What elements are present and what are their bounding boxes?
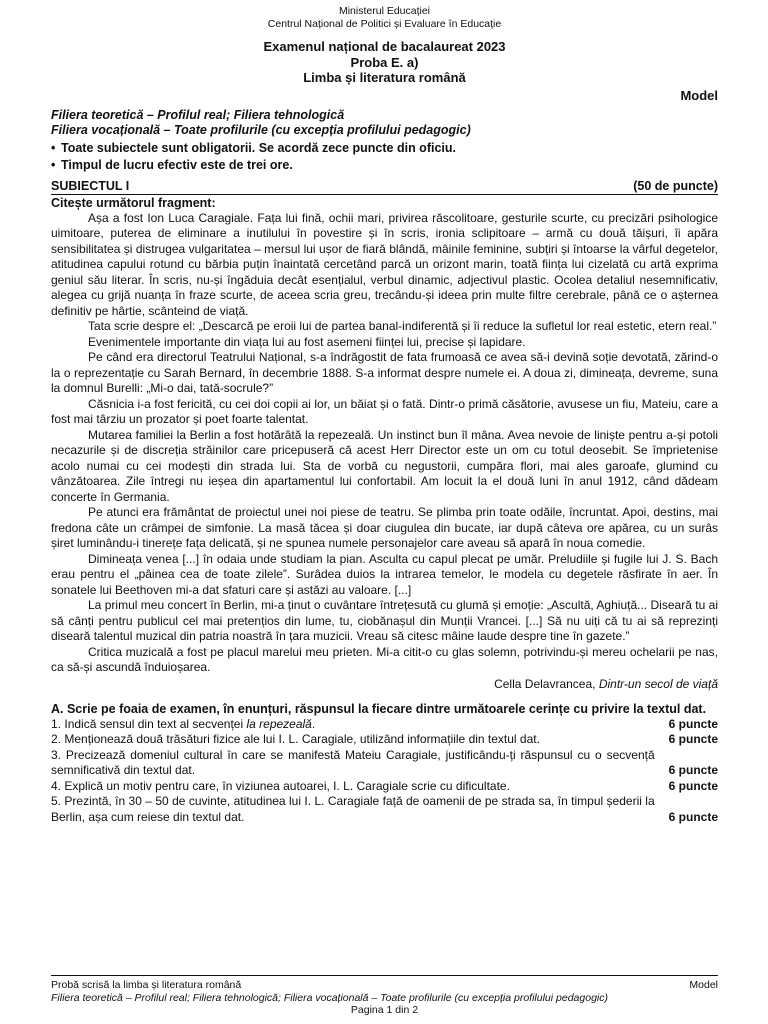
filiera-line-2: Filiera vocațională – Toate profilurile (cu excepția profilului pedagogic) xyxy=(51,122,471,137)
requirement-text: Menționează două trăsături fizice ale lui I. L. Caragiale, utilizând informațiile din textul dat. xyxy=(64,732,540,746)
footer-exam-name: Probă scrisă la limba și literatura română xyxy=(51,979,242,991)
ministry-name: Ministerul Educației xyxy=(338,5,431,17)
requirement-number: 5. xyxy=(51,794,62,808)
attribution-work: Dintr-un secol de viață xyxy=(598,676,718,691)
requirement-text-end: . xyxy=(311,716,316,731)
rule-item: • Timpul de lucru efectiv este de trei ore. xyxy=(51,157,718,174)
exam-subject: Limba și literatura română xyxy=(303,70,466,85)
fragment-paragraph: Tata scrie despre el: „Descarcă pe eroii lui de partea banal-indiferentă și îi reduce la sufletul lor real estetic, etern real.” xyxy=(88,319,717,333)
subiect-points: (50 de puncte) xyxy=(633,178,718,193)
fragment-paragraph: Mutarea familiei la Berlin a fost hotărâtă la repezeală. Un instinct bun îl mâna. Avea nevoie de liniște pentru a-și potoli necazurile și de discreția străinilor care pricepuseră că acest Herr Director este un om cu totul deosebit. Se împrietenise acolo numai cu cei modești din strada lui. Sta de vorbă cu negustorii, cumpăra flori, mai ales garoafe, glumind cu vânzătoarea. Zile întregi nu ieșea din apartamentul lui confortabil. Am locuit la el două luni în anul 1912, când dădeam concerte în Germania. xyxy=(51,427,718,504)
requirement-number: 4. xyxy=(51,778,62,793)
fragment-text xyxy=(51,211,718,676)
exam-title-block xyxy=(51,39,718,86)
requirement-points: 6 puncte xyxy=(668,716,718,731)
fragment-paragraph: Căsnicia i-a fost fericită, cu cei doi copii ai lor, un băiat și o fată. Dintr-o primă căsătorie, avusese un fiu, Mateiu, care a fost mai târziu un prozator și poet foarte talentat. xyxy=(51,396,718,426)
requirement-number: 2. xyxy=(51,732,62,746)
exam-proba: Proba E. a) xyxy=(350,54,419,70)
footer-filiera: Filiera teoretică – Profilul real; Filiera tehnologică; Filiera vocațională – Toate profilurile (cu excepția profilului pedagogic) xyxy=(51,991,608,1004)
fragment-paragraph: Dimineața venea [...] în odaia unde studiam la pian. Asculta cu capul plecat pe umăr. Preludiile și fugile lui J. S. Bach erau pentru el „pâinea cea de toate zilele”. Surâdea duios la intrarea temelor, le modela cu degetele răsfirate în aer. În sonatele lui Beethoven mi-a dat sfaturi care și astăzi au valoare. [...] xyxy=(51,551,718,597)
reading-instruction: Citește următorul fragment: xyxy=(51,195,216,210)
requirement-number: 3. xyxy=(51,747,62,762)
source-attribution xyxy=(51,677,718,692)
requirement-item xyxy=(51,717,718,733)
fragment-paragraph: Pe atunci era frământat de proiectul unei noi piese de teatru. Se plimba prin toate odăile, încruntat. Apoi, destins, mai fredona câte un crâmpei de simfonie. La masă tăcea și doar ciugulea din bucate, iar după câteva ore apărea, cu un surâs șiret luminându-i tinerețe fața delicată, și ne spunea numele personajelor care aveau să apară în noua comedie. xyxy=(51,505,718,550)
requirement-points: 6 puncte xyxy=(668,809,718,824)
requirement-points: 6 puncte xyxy=(668,763,718,777)
requirement-number: 1. xyxy=(51,716,62,731)
requirement-item xyxy=(51,732,718,748)
requirement-points: 6 puncte xyxy=(668,778,718,793)
attribution-author: Cella Delavrancea, xyxy=(494,676,599,691)
center-name: Centrul Național de Politici și Evaluare în Educație xyxy=(267,17,502,30)
rule-item: • Toate subiectele sunt obligatorii. Se acordă zece puncte din oficiu. xyxy=(51,140,718,157)
requirement-text: Indică sensul din text al secvenței xyxy=(64,716,247,731)
requirement-text: Precizează domeniul cultural în care se manifestă Mateiu Caragiale, justificându-ți răspunsul cu o secvență semnificativă din textul dat. xyxy=(51,747,655,777)
exam-title: Examenul național de bacalaureat 2023 xyxy=(263,39,506,54)
requirement-quote: la repezeală xyxy=(246,716,312,731)
subiect-label: SUBIECTUL I xyxy=(51,178,130,193)
fragment-paragraph: Evenimentele importante din viața lui au fost asemeni ființei lui, precise și lapidare. xyxy=(88,334,526,349)
requirement-points: 6 puncte xyxy=(668,732,718,746)
filiera-block xyxy=(51,108,718,138)
rules-list xyxy=(51,140,718,174)
filiera-line-1: Filiera teoretică – Profilul real; Filiera tehnologică xyxy=(51,107,345,122)
fragment-paragraph: Pe când era directorul Teatrului Național, s-a îndrăgostit de fata frumoasă ce avea să-i devină soție devotată, zărind-o la o reprezentație cu Sarah Bernard, în decembrie 1888. S-a informat despre numele ei. A doua zi, dimineața, devreme, suna la domnul Burelli: „Mi-o dai, tată-socrule?” xyxy=(51,350,718,395)
footer-model-label: Model xyxy=(689,979,718,991)
requirement-text: Prezintă, în 30 – 50 de cuvinte, atitudinea lui I. L. Caragiale față de oamenii de pe strada sa, în timpul șederii la Berlin, așa cum reiese din textul dat. xyxy=(51,794,655,824)
fragment-paragraph: La primul meu concert în Berlin, mi-a ținut o cuvântare întrețesută cu glumă și emoție: „Ascultă, Aghiuță... Diseară tu ai să cânți pentru publicul cel mai pretențios din lume, tu, ciobănașul din Munții Vrancei. [...] Să nu uiți că tu ai să reprezinți diseară talentul muzical din patria noastră în țara muzicii. Vreau să citesc mâine laude despre tine în gazete.” xyxy=(51,598,718,643)
requirement-item xyxy=(51,794,718,825)
fragment-paragraph: Critica muzicală a fost pe placul marelui meu prieten. Mi-a citit-o cu glas solemn, potrivindu-și mereu ochelarii pe nas, ca să-și ascundă înduioșarea. xyxy=(51,644,718,674)
requirement-item xyxy=(51,748,718,779)
page-footer xyxy=(51,975,718,1017)
document-header xyxy=(51,0,718,30)
page-number: Pagina 1 din 2 xyxy=(350,1004,419,1016)
requirements-list xyxy=(51,717,718,826)
requirement-item xyxy=(51,779,718,795)
model-label: Model xyxy=(680,87,718,103)
fragment-paragraph: Așa a fost Ion Luca Caragiale. Fața lui fină, ochii mari, privirea răscolitoare, gesturile scurte, cu precizări psihologice uimitoare, puterea de eliminare a inutilului în povestire și în scris, ironia sclipitoare – armă cu două tăișuri, îi apăra sensibilitatea și distrugea vulgaritatea – mersul lui ușor de fiară blândă, mâinile feminine, subțiri și întoarse la vârful degetelor, atitudinea capului rotund cu bărbia puțin înaintată cercetând parcă un orizont marin, toată ființa lui cizelată cu artă exprima geniul său literar. În scris, nu-și îngăduia decât esențialul, verbul dinamic, adjectivul plastic. Ocolea detaliul nesemnificativ, alegea cu grijă nuanța în fraze scurte, de aceea scria greu, trecându-și ideea prin multe filtre cerebrale, până ce o așternea definitiv pe hârtie, scânteind de viață. xyxy=(51,210,718,318)
subiect-header xyxy=(51,178,718,195)
task-heading: A. Scrie pe foaia de examen, în enunțuri, răspunsul la fiecare dintre următoarele cerințe cu privire la textul dat. xyxy=(51,701,707,716)
requirement-text: Explică un motiv pentru care, în viziunea autoarei, I. L. Caragiale scrie cu dificultate. xyxy=(64,778,510,793)
